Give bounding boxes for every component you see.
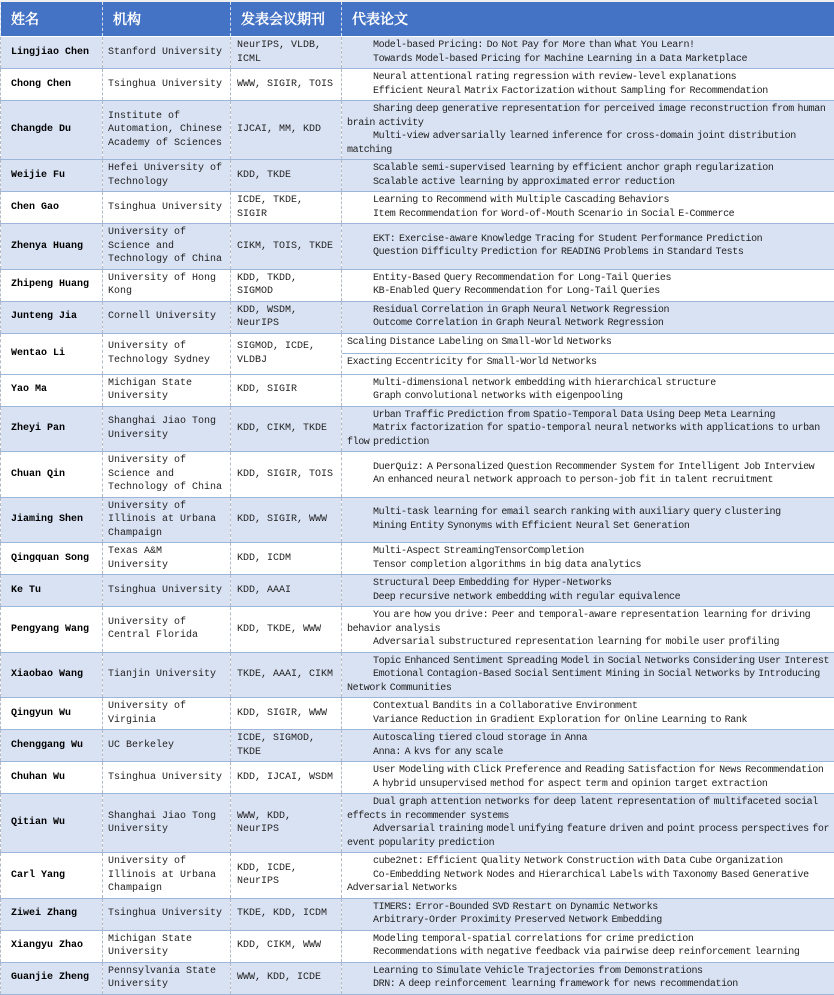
paper-title: Dual graph attention networks for deep latent representation of multifaceted social effects in recommender systems bbox=[347, 796, 831, 823]
papers-cell bbox=[342, 269, 834, 301]
institution-cell: Institute of Automation, Chinese Academy of Sciences bbox=[103, 101, 231, 160]
venues-cell: KDD, SIGIR, WWW bbox=[231, 698, 342, 730]
venues-cell: KDD, TKDE, WWW bbox=[231, 607, 342, 653]
institution-cell: UC Berkeley bbox=[103, 730, 231, 762]
paper-title: Urban Traffic Prediction from Spatio-Temporal Data Using Deep Meta Learning bbox=[347, 409, 831, 423]
papers-cell bbox=[342, 37, 834, 69]
paper-title: Residual Correlation in Graph Neural Network Regression bbox=[347, 304, 831, 318]
venues-cell: KDD, WSDM, NeurIPS bbox=[231, 301, 342, 333]
venues-cell: KDD, SIGIR, TOIS bbox=[231, 452, 342, 498]
papers-cell bbox=[342, 898, 834, 930]
table-row bbox=[1, 730, 834, 762]
paper-title: Adversarial training model unifying feature driven and point process perspectives for event popularity prediction bbox=[347, 823, 831, 850]
papers-cell bbox=[342, 497, 834, 543]
paper-title: KB-Enabled Query Recommendation for Long-Tail Queries bbox=[347, 285, 831, 299]
paper-title: Neural attentional rating regression with review-level explanations bbox=[347, 71, 831, 85]
venues-cell: IJCAI, MM, KDD bbox=[231, 101, 342, 160]
name-cell: Lingjiao Chen bbox=[1, 37, 103, 69]
paper-title: Variance Reduction in Gradient Exploration for Online Learning to Rank bbox=[347, 714, 831, 728]
table-row bbox=[1, 406, 834, 452]
paper-title: Question Difficulty Prediction for READING Problems in Standard Tests bbox=[347, 246, 831, 260]
papers-cell bbox=[342, 730, 834, 762]
institution-cell: Tsinghua University bbox=[103, 69, 231, 101]
name-cell: Pengyang Wang bbox=[1, 607, 103, 653]
paper-title: Modeling temporal-spatial correlations for crime prediction bbox=[347, 933, 831, 947]
institution-cell: Tsinghua University bbox=[103, 898, 231, 930]
papers-cell bbox=[342, 192, 834, 224]
papers-cell bbox=[342, 652, 834, 698]
table-row bbox=[1, 101, 834, 160]
venues-cell: KDD, SIGIR bbox=[231, 374, 342, 406]
paper-title: Learning to Recommend with Multiple Cascading Behaviors bbox=[347, 194, 831, 208]
name-cell: Yao Ma bbox=[1, 374, 103, 406]
institution-cell: Pennsylvania State University bbox=[103, 962, 231, 994]
paper-title: Efficient Neural Matrix Factorization without Sampling for Recommendation bbox=[347, 85, 831, 99]
papers-cell bbox=[342, 406, 834, 452]
paper-title: Recommendations with negative feedback via pairwise deep reinforcement learning bbox=[347, 946, 831, 960]
institution-cell: Tsinghua University bbox=[103, 762, 231, 794]
institution-cell: University of Illinois at Urbana Champaign bbox=[103, 497, 231, 543]
paper-title: Topic Enhanced Sentiment Spreading Model in Social Networks Considering User Interest bbox=[347, 655, 831, 669]
name-cell: Xiaobao Wang bbox=[1, 652, 103, 698]
name-cell: Chenggang Wu bbox=[1, 730, 103, 762]
papers-cell bbox=[342, 607, 834, 653]
paper-title: EKT: Exercise-aware Knowledge Tracing for Student Performance Prediction bbox=[347, 233, 831, 247]
venues-cell: CIKM, TOIS, TKDE bbox=[231, 224, 342, 270]
name-cell: Junteng Jia bbox=[1, 301, 103, 333]
name-cell: Chong Chen bbox=[1, 69, 103, 101]
table-body bbox=[1, 37, 834, 995]
table-row bbox=[1, 762, 834, 794]
paper-title: Deep recursive network embedding with regular equivalence bbox=[347, 591, 831, 605]
name-cell: Qitian Wu bbox=[1, 794, 103, 853]
table-row bbox=[1, 333, 834, 374]
venues-cell: KDD, CIKM, TKDE bbox=[231, 406, 342, 452]
venues-cell: WWW, KDD, NeurIPS bbox=[231, 794, 342, 853]
name-cell: Jiaming Shen bbox=[1, 497, 103, 543]
venues-cell: KDD, CIKM, WWW bbox=[231, 930, 342, 962]
papers-cell bbox=[342, 575, 834, 607]
institution-cell: University of Technology Sydney bbox=[103, 333, 231, 374]
papers-cell bbox=[342, 698, 834, 730]
table-row bbox=[1, 543, 834, 575]
paper-title: Tensor completion algorithms in big data analytics bbox=[347, 559, 831, 573]
table-row bbox=[1, 452, 834, 498]
table-row bbox=[1, 374, 834, 406]
paper-title: Exacting Eccentricity for Small-World Networks bbox=[342, 353, 834, 370]
paper-title: Graph convolutional networks with eigenpooling bbox=[347, 390, 831, 404]
paper-title: Multi-task learning for email search ranking with auxiliary query clustering bbox=[347, 506, 831, 520]
venues-cell: ICDE, TKDE, SIGIR bbox=[231, 192, 342, 224]
papers-cell bbox=[342, 374, 834, 406]
papers-cell bbox=[342, 333, 834, 374]
institution-cell: Shanghai Jiao Tong University bbox=[103, 794, 231, 853]
paper-title: Structural Deep Embedding for Hyper-Networks bbox=[347, 577, 831, 591]
name-cell: Zheyi Pan bbox=[1, 406, 103, 452]
table-row bbox=[1, 794, 834, 853]
institution-cell: Hefei University of Technology bbox=[103, 160, 231, 192]
paper-title: DuerQuiz: A Personalized Question Recommender System for Intelligent Job Interview bbox=[347, 461, 831, 475]
table-row bbox=[1, 301, 834, 333]
institution-cell: Stanford University bbox=[103, 37, 231, 69]
paper-title: Model-based Pricing: Do Not Pay for More than What You Learn! bbox=[347, 39, 831, 53]
papers-cell bbox=[342, 101, 834, 160]
paper-title: Adversarial substructured representation learning for mobile user profiling bbox=[347, 636, 831, 650]
table-row bbox=[1, 497, 834, 543]
paper-title: Scalable active learning by approximated error reduction bbox=[347, 176, 831, 190]
venues-cell: WWW, SIGIR, TOIS bbox=[231, 69, 342, 101]
venues-cell: TKDE, AAAI, CIKM bbox=[231, 652, 342, 698]
paper-title: Scaling Distance Labeling on Small-World Networks bbox=[347, 336, 831, 352]
col-header-papers: 代表论文 bbox=[342, 1, 834, 37]
name-cell: Carl Yang bbox=[1, 853, 103, 899]
papers-cell bbox=[342, 543, 834, 575]
paper-title: Emotional Contagion-Based Social Sentiment Mining in Social Networks by Introducing Network Communities bbox=[347, 668, 831, 695]
table-row bbox=[1, 962, 834, 994]
venues-cell: KDD, TKDE bbox=[231, 160, 342, 192]
paper-title: Co-Embedding Network Nodes and Hierarchical Labels with Taxonomy Based Generative Adversarial Networks bbox=[347, 869, 831, 896]
paper-title: Multi-dimensional network embedding with hierarchical structure bbox=[347, 377, 831, 391]
name-cell: Changde Du bbox=[1, 101, 103, 160]
table-row bbox=[1, 269, 834, 301]
table-row bbox=[1, 69, 834, 101]
venues-cell: WWW, KDD, ICDE bbox=[231, 962, 342, 994]
venues-cell: TKDE, KDD, ICDM bbox=[231, 898, 342, 930]
name-cell: Ke Tu bbox=[1, 575, 103, 607]
name-cell: Ziwei Zhang bbox=[1, 898, 103, 930]
paper-title: User Modeling with Click Preference and Reading Satisfaction for News Recommendation bbox=[347, 764, 831, 778]
institution-cell: University of Illinois at Urbana Champaign bbox=[103, 853, 231, 899]
name-cell: Zhenya Huang bbox=[1, 224, 103, 270]
paper-title: Matrix factorization for spatio-temporal neural networks with applications to urban flow prediction bbox=[347, 422, 831, 449]
institution-cell: Cornell University bbox=[103, 301, 231, 333]
header-row bbox=[1, 1, 834, 37]
institution-cell: Tianjin University bbox=[103, 652, 231, 698]
table-row bbox=[1, 575, 834, 607]
papers-cell bbox=[342, 224, 834, 270]
paper-title: Sharing deep generative representation for perceived image reconstruction from human brain activity bbox=[347, 103, 831, 130]
venues-cell: SIGMOD, ICDE, VLDBJ bbox=[231, 333, 342, 374]
paper-title: Autoscaling tiered cloud storage in Anna bbox=[347, 732, 831, 746]
institution-cell: University of Virginia bbox=[103, 698, 231, 730]
institution-cell: University of Central Florida bbox=[103, 607, 231, 653]
venues-cell: KDD, ICDE, NeurIPS bbox=[231, 853, 342, 899]
name-cell: Guanjie Zheng bbox=[1, 962, 103, 994]
paper-title: Anna: A kvs for any scale bbox=[347, 746, 831, 760]
venues-cell: KDD, TKDD, SIGMOD bbox=[231, 269, 342, 301]
institution-cell: University of Hong Kong bbox=[103, 269, 231, 301]
paper-title: Towards Model-based Pricing for Machine Learning in a Data Marketplace bbox=[347, 53, 831, 67]
paper-title: Outcome Correlation in Graph Neural Network Regression bbox=[347, 317, 831, 331]
venues-cell: KDD, SIGIR, WWW bbox=[231, 497, 342, 543]
col-header-venues: 发表会议期刊 bbox=[231, 1, 342, 37]
name-cell: Chuan Qin bbox=[1, 452, 103, 498]
papers-cell bbox=[342, 301, 834, 333]
paper-title: Mining Entity Synonyms with Efficient Neural Set Generation bbox=[347, 520, 831, 534]
paper-title: Item Recommendation for Word-of-Mouth Scenario in Social E-Commerce bbox=[347, 208, 831, 222]
venues-cell: ICDE, SIGMOD, TKDE bbox=[231, 730, 342, 762]
table-row bbox=[1, 898, 834, 930]
table-row bbox=[1, 930, 834, 962]
papers-cell bbox=[342, 452, 834, 498]
name-cell: Xiangyu Zhao bbox=[1, 930, 103, 962]
paper-title: DRN: A deep reinforcement learning framework for news recommendation bbox=[347, 978, 831, 992]
institution-cell: Michigan State University bbox=[103, 930, 231, 962]
table-row bbox=[1, 698, 834, 730]
name-cell: Qingyun Wu bbox=[1, 698, 103, 730]
venues-cell: NeurIPS, VLDB, ICML bbox=[231, 37, 342, 69]
venues-cell: KDD, ICDM bbox=[231, 543, 342, 575]
col-header-name: 姓名 bbox=[1, 1, 103, 37]
name-cell: Wentao Li bbox=[1, 333, 103, 374]
paper-title: A hybrid unsupervised method for aspect term and opinion target extraction bbox=[347, 778, 831, 792]
paper-title: You are how you drive: Peer and temporal-aware representation learning for driving behavior analysis bbox=[347, 609, 831, 636]
papers-cell bbox=[342, 762, 834, 794]
table-row bbox=[1, 224, 834, 270]
paper-title: Arbitrary-Order Proximity Preserved Network Embedding bbox=[347, 914, 831, 928]
table-row bbox=[1, 37, 834, 69]
paper-title: Multi-Aspect StreamingTensorCompletion bbox=[347, 545, 831, 559]
name-cell: Chen Gao bbox=[1, 192, 103, 224]
institution-cell: University of Science and Technology of China bbox=[103, 452, 231, 498]
table-row bbox=[1, 652, 834, 698]
institution-cell: University of Science and Technology of China bbox=[103, 224, 231, 270]
table-row bbox=[1, 607, 834, 653]
papers-cell bbox=[342, 853, 834, 899]
name-cell: Weijie Fu bbox=[1, 160, 103, 192]
paper-title: An enhanced neural network approach to person-job fit in talent recruitment bbox=[347, 474, 831, 488]
institution-cell: Michigan State University bbox=[103, 374, 231, 406]
papers-cell bbox=[342, 962, 834, 994]
institution-cell: Texas A&M University bbox=[103, 543, 231, 575]
paper-title: TIMERS: Error-Bounded SVD Restart on Dynamic Networks bbox=[347, 901, 831, 915]
table-row bbox=[1, 853, 834, 899]
papers-cell bbox=[342, 160, 834, 192]
name-cell: Zhipeng Huang bbox=[1, 269, 103, 301]
papers-cell bbox=[342, 794, 834, 853]
paper-title: Learning to Simulate Vehicle Trajectories from Demonstrations bbox=[347, 965, 831, 979]
name-cell: Chuhan Wu bbox=[1, 762, 103, 794]
table-row bbox=[1, 192, 834, 224]
paper-title: Multi-view adversarially learned inference for cross-domain joint distribution matching bbox=[347, 130, 831, 157]
venues-cell: KDD, IJCAI, WSDM bbox=[231, 762, 342, 794]
table-row bbox=[1, 160, 834, 192]
col-header-institution: 机构 bbox=[103, 1, 231, 37]
institution-cell: Shanghai Jiao Tong University bbox=[103, 406, 231, 452]
institution-cell: Tsinghua University bbox=[103, 192, 231, 224]
paper-title: Contextual Bandits in a Collaborative Environment bbox=[347, 700, 831, 714]
papers-cell bbox=[342, 930, 834, 962]
venues-cell: KDD, AAAI bbox=[231, 575, 342, 607]
paper-title: Scalable semi-supervised learning by efficient anchor graph regularization bbox=[347, 162, 831, 176]
name-cell: Qingquan Song bbox=[1, 543, 103, 575]
paper-title: cube2net: Efficient Quality Network Construction with Data Cube Organization bbox=[347, 855, 831, 869]
paper-title: Entity-Based Query Recommendation for Long-Tail Queries bbox=[347, 272, 831, 286]
institution-cell: Tsinghua University bbox=[103, 575, 231, 607]
papers-cell bbox=[342, 69, 834, 101]
